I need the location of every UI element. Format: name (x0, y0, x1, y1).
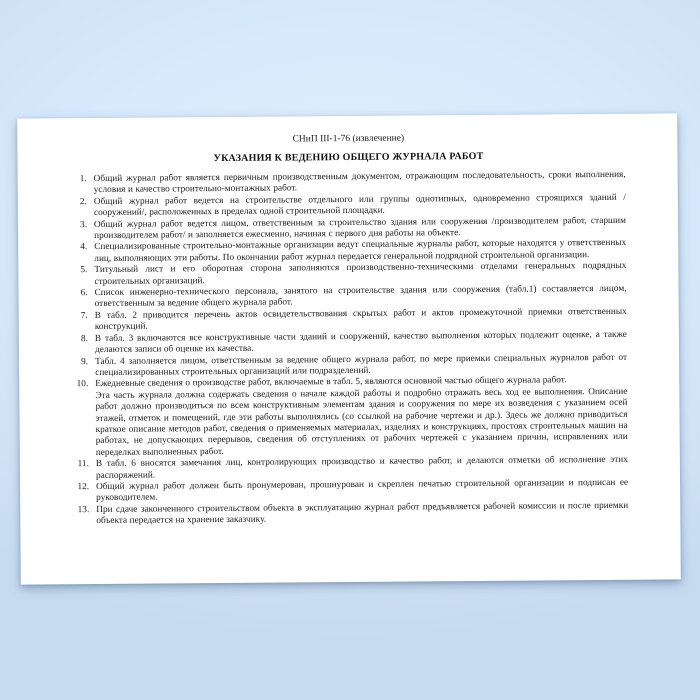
item-number: 6. (80, 288, 88, 299)
item-text: Ежедневные сведения о производстве работ, включаемые в табл. 5, являются основной частью общего журнала работ. (95, 375, 567, 390)
item-body (96, 501, 628, 528)
item-text: Титульный лист и его оборотная сторона заполняются производственно-техническими отделами генеральных подрядных строительных организаций. (94, 261, 627, 287)
item-text: Список инженерно-технического персонала, занятого на строительстве здания или сооружения (табл.1) составляется лицом, ответственным за ведение общего журнала работ. (94, 283, 627, 310)
list-item (74, 501, 628, 528)
item-number: 13. (77, 504, 90, 515)
item-text: В табл. 2 приводится перечень актов освидетельствования скрытых работ и актов промежуточной приемки ответственных конструкций. (94, 306, 627, 333)
item-text: Общий журнал работ ведется на строительстве отдельного или группы однотипных, одновременно строящихся зданий /сооружений/, расположенных в пределах одной строительной площадки. (93, 192, 626, 219)
document-header: СНиП III-1-76 (извлечение) (292, 133, 405, 145)
item-text: В табл. 3 включаются все конструктивные части зданий и сооружений, качество выполнения которых подлежит оценке, а также делаются записи об оценке их качества. (94, 329, 627, 356)
item-number: 3. (79, 219, 88, 230)
item-number: 4. (80, 242, 88, 253)
item-text: Специализированные строительно-монтажные организации ведут специальные журналы работ, которые находятся у ответственных лиц, выполняющих эти работы. По окончании работ журнал передается генеральной подрядной строительной организации. (94, 238, 627, 264)
item-text: Общий журнал работ должен быть пронумерован, прошнурован и скреплен печатью строительной организации и подписан ее руководителем. (96, 477, 629, 504)
document-page (17, 113, 681, 584)
item-text: Эта часть журнала должна содержать сведения о начале каждой работы и подробно отражать весь ход ее выполнения. Описание работ должно производиться по всем конструктивным элементам здания и сооружения по мере их возведения с указанием осей этажей, отметок и помещений, где эти работы выполнялись (со ссылкой на рабочие чертежи и др.). Здесь же должно приводиться краткое описание методов работ, сведения о применяемых материалах, изделиях и конструкциях, простоях строительных машин на работах, не допускающих перерывов, сведения об отступлениях от рабочих чертежей с указанием причин, исправлениях или переделках выполненных работ. (95, 386, 628, 458)
instruction-list (72, 170, 629, 528)
item-text: Общий журнал работ ведется лицом, ответственным за строительство здания или сооружения /производителем работ, старшим производителем работ/ и заполняется ежесменно, начиная с первого дня работы на объекте. (93, 215, 627, 242)
item-number: 2. (79, 196, 87, 207)
page-title: УКАЗАНИЯ К ВЕДЕНИЮ ОБЩЕГО ЖУРНАЛА РАБОТ (213, 150, 484, 165)
item-text: Табл. 4 заполняется лицом, ответственным за ведение общего журнала работ, по мере приемки специальных журналов работ от специализированных строительных организаций или подразделений. (95, 352, 628, 378)
item-number: 8. (80, 333, 88, 344)
list-item (73, 375, 628, 459)
item-body (95, 375, 628, 459)
item-number: 5. (80, 265, 88, 276)
item-number: 10. (76, 379, 89, 390)
item-number: 12. (77, 482, 90, 493)
item-number: 7. (80, 310, 88, 321)
item-text: При сдаче законченного строительством объекта в эксплуатацию журнал работ предъявляется рабочей комиссии и после приемки объекта передается на хранение заказчику. (96, 500, 629, 527)
item-number: 11. (77, 459, 89, 470)
item-text: Общий журнал работ является первичным производственным документом, отражающим последовательность, сроки выполнения, условия и качество строительно-монтажных работ. (93, 169, 626, 196)
item-number: 9. (81, 356, 89, 367)
item-text: В табл. 6 вносятся замечания лиц, контролирующих производство и качество работ, и делаются отметки об исполнение этих распоряжений. (95, 454, 628, 481)
item-number: 1. (79, 174, 87, 185)
